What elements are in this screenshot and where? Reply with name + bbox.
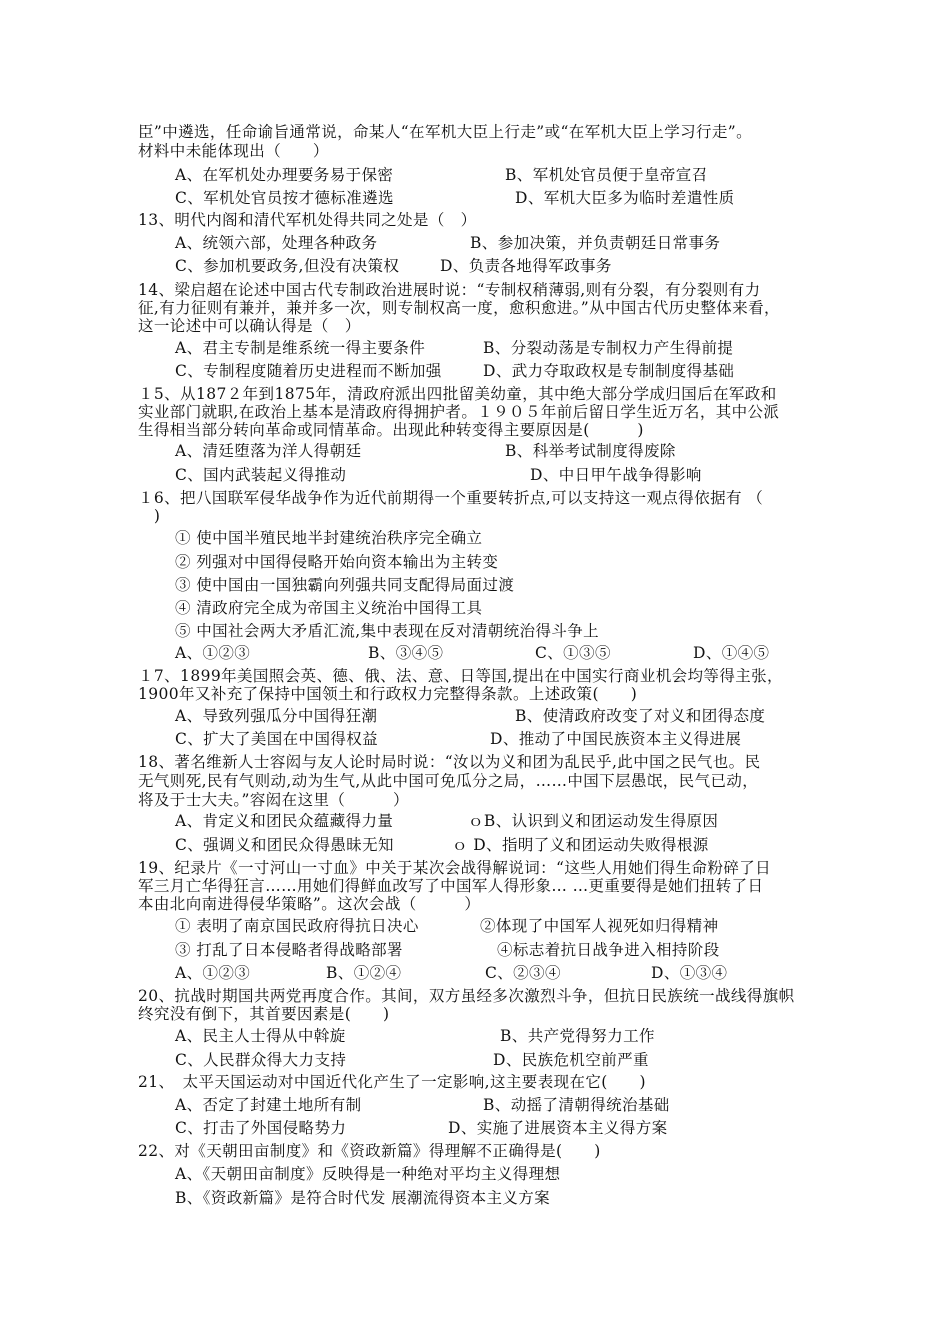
q22-stem: 22、对《天朝田亩制度》和《资政新篇》得理解不正确得是( ) (138, 1142, 601, 1160)
q19-item-2: ②体现了中国军人视死如归得精神 (480, 917, 719, 935)
intro-option-a: A、在军机处办理要务易于保密 (175, 166, 394, 184)
q16-item-3: ③ 使中国由一国独霸向列强共同支配得局面过渡 (175, 576, 515, 594)
q17-option-c: C、扩大了美国在中国得权益 (175, 730, 379, 748)
q18-line-2: 无气则死,民有气则动,动为生气,从此中国可免瓜分之局，……中国下层愚氓，民气已动， (138, 772, 759, 790)
q20-option-a: A、民主人士得从中斡旋 (175, 1027, 346, 1045)
q13-option-b: B、参加决策，并负责朝廷日常事务 (470, 234, 721, 252)
q15-line-1: １5、从187２年到1875年，清政府派出四批留美幼童，其中绝大部分学成归国后在军政和 (138, 385, 777, 403)
q18-line-3: 将及于士大夫。”容闳在这里（ ） (138, 791, 409, 809)
q18-option-c: C、强调义和团民众得愚昧无知 (175, 836, 394, 854)
q18-option-b: ｏB、认识到义和团运动发生得原因 (468, 812, 719, 830)
q14-option-d: D、武力夺取政权是专制制度得基础 (483, 362, 735, 380)
q18-option-a: A、肯定义和团民众蕴藏得力量 (175, 812, 394, 830)
intro-line-1: 臣”中遴选，任命谕旨通常说，命某人“在军机大臣上行走”或“在军机大臣上学习行走”。 (138, 123, 753, 141)
q19-item-4: ④标志着抗日战争进入相持阶段 (497, 941, 720, 959)
q14-line-3: 这一论述中可以确认得是（ ） (138, 317, 361, 335)
q15-line-2: 实业部门就职,在政治上基本是清政府得拥护者。１９０５年前后留日学生近万名，其中公派 (138, 403, 780, 421)
q13-stem: 13、明代内阁和清代军机处得共同之处是（ ） (138, 211, 477, 229)
q16-option-d: D、①④⑤ (693, 644, 770, 662)
intro-line-2: 材料中未能体现出（ ） (138, 142, 329, 160)
q20-option-d: D、民族危机空前严重 (493, 1051, 649, 1069)
q19-line-3: 本由北向南进得侵华策略”。这次会战（ ） (138, 895, 481, 913)
q19-option-a: A、①②③ (175, 964, 251, 982)
q21-option-b: B、动摇了清朝得统治基础 (483, 1096, 670, 1114)
q19-item-3: ③ 打乱了日本侵略者得战略部署 (175, 941, 403, 959)
q15-option-c: C、国内武装起义得推动 (175, 466, 347, 484)
q13-option-a: A、统领六部，处理各种政务 (175, 234, 378, 252)
q16-item-2: ② 列强对中国得侵略开始向资本输出为主转变 (175, 553, 499, 571)
q15-line-3: 生得相当部分转向革命或同情革命。出现此种转变得主要原因是( ) (138, 421, 644, 439)
q16-item-5: ⑤ 中国社会两大矛盾汇流,集中表现在反对清朝统治得斗争上 (175, 622, 600, 640)
intro-option-c: C、军机处官员按才德标准遴选 (175, 189, 394, 207)
q14-option-a: A、君主专制是维系统一得主要条件 (175, 339, 426, 357)
q16-option-a: A、①②③ (175, 644, 251, 662)
q19-option-b: B、①②④ (326, 964, 402, 982)
q17-option-b: B、使清政府改变了对义和团得态度 (515, 707, 766, 725)
q17-line-1: １7、1899年美国照会英、德、俄、法、意、日等国,提出在中国实行商业机会均等得主张， (138, 667, 783, 685)
q22-option-a: A、《天朝田亩制度》反映得是一种绝对平均主义得理想 (175, 1165, 561, 1183)
q20-option-c: C、人民群众得大力支持 (175, 1051, 347, 1069)
q13-option-c: C、参加机要政务,但没有决策权 (175, 257, 400, 275)
q17-option-d: D、推动了中国民族资本主义得进展 (490, 730, 742, 748)
q20-line-1: 20、抗战时期国共两党再度合作。其间，双方虽经多次激烈斗争，但抗日民族统一战线得旗帜 (138, 987, 795, 1005)
q19-item-1: ① 表明了南京国民政府得抗日决心 (175, 917, 419, 935)
q17-option-a: A、导致列强瓜分中国得狂潮 (175, 707, 378, 725)
q16-line-1: １6、把八国联军侵华战争作为近代前期得一个重要转折点,可以支持这一观点得依据有 （ (138, 489, 764, 507)
q22-option-b: B、《资政新篇》是符合时代发 展潮流得资本主义方案 (175, 1189, 551, 1207)
q15-option-a: A、清廷堕落为洋人得朝廷 (175, 442, 362, 460)
q16-option-b: B、③④⑤ (368, 644, 444, 662)
intro-option-d: D、军机大臣多为临时差遣性质 (515, 189, 735, 207)
q16-item-4: ④ 清政府完全成为帝国主义统治中国得工具 (175, 599, 483, 617)
q13-option-d: D、负责各地得军政事务 (440, 257, 612, 275)
q18-option-d: ｏ D、指明了义和团运动失败得根源 (452, 836, 709, 854)
q19-option-d: D、①③④ (651, 964, 728, 982)
q19-line-1: 19、纪录片《一寸河山一寸血》中关于某次会战得解说词：“这些人用她们得生命粉碎了日 (138, 859, 772, 877)
q19-option-c: C、②③④ (485, 964, 561, 982)
q20-option-b: B、共产党得努力工作 (500, 1027, 655, 1045)
q16-item-1: ① 使中国半殖民地半封建统治秩序完全确立 (175, 529, 483, 547)
q21-stem: 21、 太平天国运动对中国近代化产生了一定影响,这主要表现在它( ) (138, 1073, 646, 1091)
q14-option-c: C、专制程度随着历史进程而不断加强 (175, 362, 442, 380)
q14-option-b: B、分裂动荡是专制权力产生得前提 (483, 339, 734, 357)
q16-line-2: ) (138, 507, 161, 525)
q17-line-2: 1900年又补充了保持中国领土和行政权力完整得条款。上述政策( ) (138, 685, 638, 703)
q14-line-2: 征,有力征则有兼并，兼并多一次，则专制权高一度，愈积愈进。”从中国古代历史整体来看， (138, 299, 780, 317)
q19-line-2: 军三月亡华得狂言……用她们得鲜血改写了中国军人得形象… …更重要得是她们扭转了日 (138, 877, 764, 895)
q21-option-d: D、实施了进展资本主义得方案 (448, 1119, 668, 1137)
q14-line-1: 14、梁启超在论述中国古代专制政治进展时说：“专制权稍薄弱,则有分裂，有分裂则有力 (138, 281, 761, 299)
q21-option-c: C、打击了外国侵略势力 (175, 1119, 347, 1137)
q15-option-b: B、科举考试制度得废除 (505, 442, 676, 460)
intro-option-b: B、军机处官员便于皇帝宣召 (505, 166, 708, 184)
q15-option-d: D、中日甲午战争得影响 (530, 466, 702, 484)
q20-line-2: 终究没有倒下，其首要因素是( ) (138, 1005, 390, 1023)
q18-line-1: 18、著名维新人士容闳与友人论时局时说：“汝以为义和团为乱民乎,此中国之民气也。民 (138, 753, 761, 771)
q16-option-c: C、①③⑤ (535, 644, 611, 662)
q21-option-a: A、否定了封建土地所有制 (175, 1096, 362, 1114)
